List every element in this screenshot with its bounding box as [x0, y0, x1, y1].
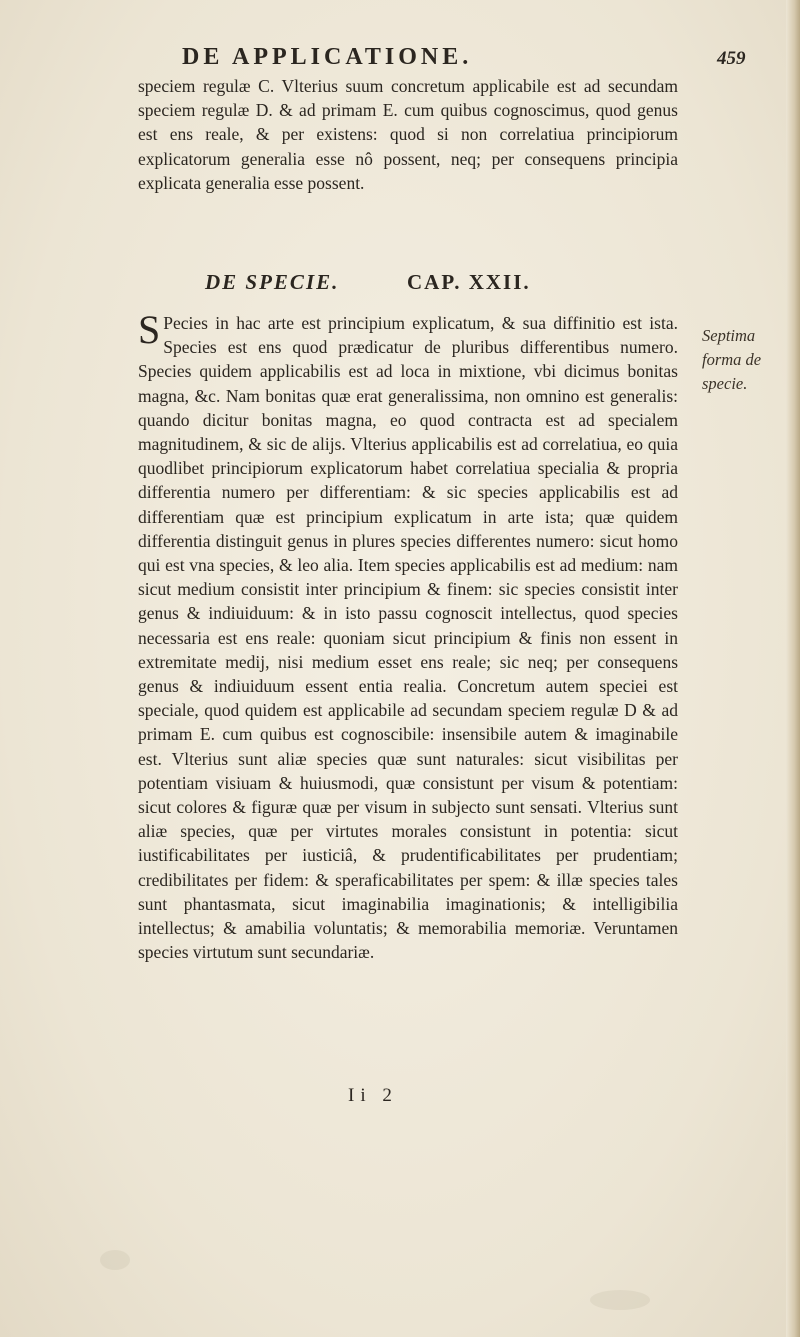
- page-number: 459: [717, 48, 746, 69]
- page-gutter-shadow: [786, 0, 800, 1337]
- main-paragraph: [138, 307, 678, 964]
- main-paragraph-text: Pecies in hac arte est principium explicatum, & sua diffinitio est ista. Species est ens quod prædicatur de pluribus differentibus numero. Species quidem applicabilis est ad loca in mixtione, vbi dicimus bonitas magna, &c. Nam bonitas quæ erat generalissima, non omnino est generalis: quando dicitur bonitas magna, eo quod contracta est ad specialem magnitudinem, & sic de alijs. Vlterius applicabilis est ad correlatiua, eo quia quodlibet principiorum explicatorum habet correlatiua specialia & propria differentia numero per differentiam: & sic species applicabilis est ad differentiam quæ est principium explicatum in arte ista; quæ quidem differentia distinguit genus in plures species differentes numero: sicut homo qui est vna species, & leo alia. Item species applicabilis est ad medium: nam sicut medium consistit inter principium & finem: sic species consistit inter genus & indiuiduum: & in isto passu cognoscit intellectus, quod species necessaria est ens reale: quoniam sicut principium & finis non essent in extremitate medij, nisi medium esset ens reale; sic neq; per consequens genus & indiuiduum essent entia realia. Concretum autem speciei est speciale, quod quidem est applicabile ad secundam speciem regulæ D & ad primam E. cum quibus est cognoscibile: insensibile autem & imaginabile est. Vlterius sunt aliæ species quæ sunt naturales: sicut visibilitas per potentiam visiuam & huiusmodi, quæ consistunt per visum & potentiam: sicut colores & figuræ quæ per visum in subjecto sunt sensati. Vlterius sunt aliæ species, quæ per virtutes morales consistunt in potentia: sicut iustificabilitates per iusticiâ, & prudentificabilitates per prudentiam; credibilitates per fidem: & speraficabilitates per spem: & illæ species tales sunt phantasmata, sicut imaginabilia imaginationis; & intelligibilia intellectus; & amabilia voluntatis; & memorabilia memoriæ. Veruntamen species virtutum sunt secundariæ.: [138, 313, 678, 963]
- signature-mark: Ii 2: [348, 1085, 398, 1106]
- drop-cap: S: [138, 307, 161, 352]
- running-head: [0, 44, 800, 74]
- chapter-heading: [0, 270, 800, 300]
- chapter-number: CAP. XXII.: [407, 270, 531, 294]
- margin-note-line: specie.: [702, 374, 748, 393]
- paper-stain: [590, 1290, 650, 1310]
- intro-paragraph: speciem regulæ C. Vlterius suum concretum applicabile est ad secundam speciem regulæ D. & ad primam E. cum quibus cognoscimus, quod genus est ens reale, & per existens: quod si non correlatiua principiorum explicatorum generalia esse nô possent, neq; per consequens principia explicata generalia esse possent.: [138, 76, 678, 193]
- chapter-title: DE SPECIE.: [205, 270, 340, 294]
- margin-note-line: forma de: [702, 350, 762, 369]
- margin-note-line: Septima: [702, 326, 756, 345]
- paper-stain: [100, 1250, 130, 1270]
- running-head-title: DE APPLICATIONE.: [182, 44, 473, 70]
- margin-note: [702, 324, 794, 396]
